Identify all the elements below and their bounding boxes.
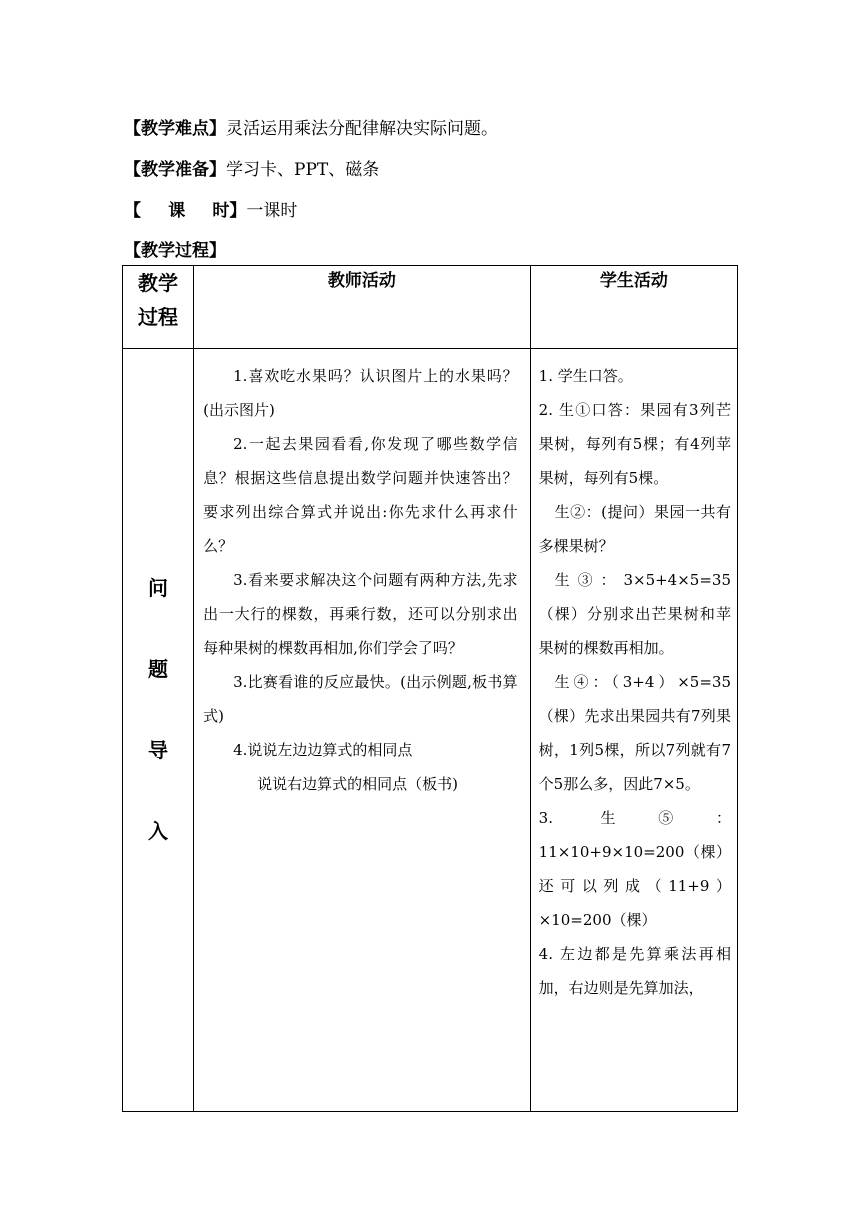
table-row [123, 349, 738, 1112]
teacher-activity-cell [194, 349, 531, 1112]
stage-char: 导 [148, 738, 169, 762]
table-header-row [123, 266, 738, 349]
student-paragraph: 生④：（3+4）×5=35（棵）先求出果园共有7列果树，1列5棵，所以7列就有7个5那么多，因此7×5。 [538, 673, 731, 793]
student-paragraph: 生②：(提问）果园一共有多棵果树？ [538, 503, 731, 555]
teaching-process-label: 【教学过程】 [124, 241, 226, 261]
class-hours-label-start: 【课 [124, 201, 213, 221]
teacher-activity-header: 教师活动 [194, 266, 531, 349]
stage-column-header [123, 266, 194, 349]
teaching-preparation-value: 学习卡、PPT、磁条 [226, 160, 380, 180]
student-paragraph: 1. 学生口答。 [538, 367, 633, 385]
student-paragraph: 2. 生①口答：果园有3列芒果树，每列有5棵；有4列苹果树，每列有5棵。 [538, 401, 731, 487]
teacher-paragraph: 说说右边算式的相同点（板书) [257, 775, 458, 793]
teacher-paragraph: 3.比赛看谁的反应最快。(出示例题,板书算式) [203, 673, 518, 725]
stage-header-line1: 教学 [138, 271, 179, 295]
teacher-paragraph: 2.一起去果园看看,你发现了哪些数学信息？根据这些信息提出数学问题并快速答出？要求列出综合算式并说出:你先求什么再求什么？ [203, 435, 518, 555]
stage-header-line2: 过程 [138, 305, 179, 329]
stage-cell [123, 349, 194, 1112]
teaching-difficulty-value: 灵活运用乘法分配律解决实际问题。 [226, 119, 498, 139]
teaching-preparation-line [124, 159, 379, 181]
class-hours-label-end: 时】 [212, 201, 247, 221]
lesson-process-table [122, 265, 738, 1112]
teacher-paragraph: 1.喜欢吃水果吗？认识图片上的水果吗？(出示图片) [203, 367, 518, 419]
stage-name [123, 548, 193, 872]
student-paragraph: 4. 左边都是先算乘法再相加，右边则是先算加法， [538, 945, 731, 997]
student-paragraph: 3. 生⑤：11×10+9×10=200（棵）还可以列成（11+9）×10=200（棵） [538, 809, 731, 929]
class-hours-line [124, 200, 297, 222]
student-activity-header: 学生活动 [530, 266, 737, 349]
stage-char: 题 [148, 657, 169, 681]
class-hours-value: 一课时 [246, 201, 298, 221]
student-paragraph: 生③：3×5+4×5=35（棵）分别求出芒果树和苹果树的棵数再相加。 [538, 571, 731, 657]
teaching-preparation-label: 【教学准备】 [124, 160, 226, 180]
student-activity-cell [530, 349, 737, 1112]
teacher-paragraph: 4.说说左边边算式的相同点 [233, 741, 413, 759]
teaching-process-line [124, 240, 226, 262]
stage-char: 入 [148, 819, 169, 843]
teaching-difficulty-label: 【教学难点】 [124, 119, 226, 139]
teacher-paragraph: 3.看来要求解决这个问题有两种方法,先求出一大行的棵数，再乘行数，还可以分别求出每种果树的棵数再相加,你们学会了吗？ [203, 571, 518, 657]
stage-char: 问 [148, 576, 169, 600]
teaching-difficulty-line [124, 118, 498, 140]
